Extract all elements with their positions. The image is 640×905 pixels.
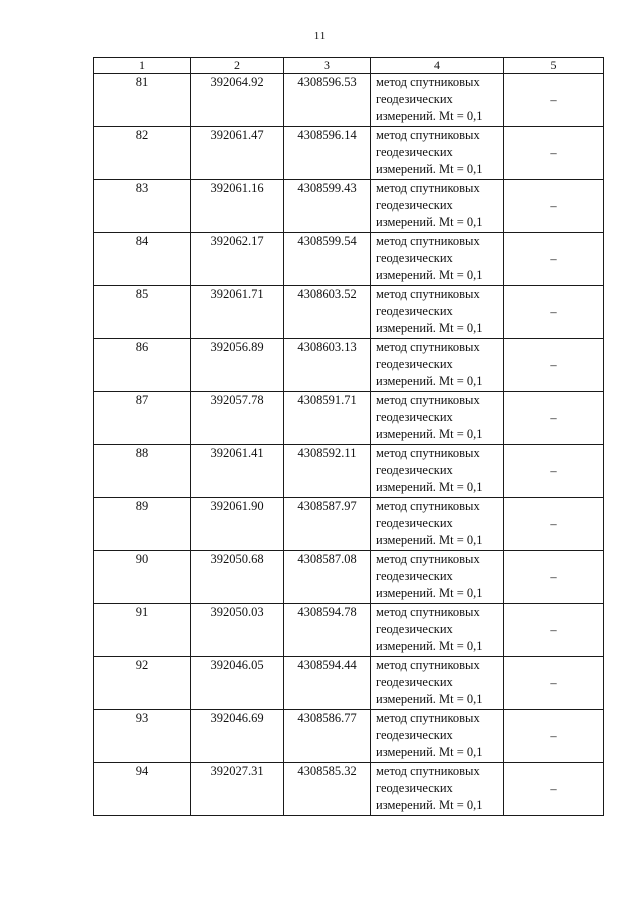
method-line: метод спутниковых [376, 446, 480, 460]
table-header-row [94, 58, 604, 74]
point-number: 92 [94, 657, 191, 710]
empty-value-dash: – [504, 763, 604, 816]
coordinate-x: 392027.31 [191, 763, 284, 816]
empty-value-dash: – [504, 657, 604, 710]
method-line: измерений. Mt = 0,1 [376, 268, 483, 282]
coordinate-y: 4308596.53 [284, 74, 371, 127]
method-line: метод спутниковых [376, 75, 480, 89]
table-row [94, 286, 604, 339]
method-description [371, 233, 504, 286]
empty-value-dash: – [504, 127, 604, 180]
header-col-1: 1 [94, 58, 191, 74]
empty-value-dash: – [504, 286, 604, 339]
method-line: геодезических [376, 304, 453, 318]
method-line: геодезических [376, 410, 453, 424]
method-description [371, 498, 504, 551]
method-line: измерений. Mt = 0,1 [376, 745, 483, 759]
coordinate-x: 392057.78 [191, 392, 284, 445]
coordinate-y: 4308599.54 [284, 233, 371, 286]
method-line: геодезических [376, 357, 453, 371]
method-line: измерений. Mt = 0,1 [376, 109, 483, 123]
table-row [94, 74, 604, 127]
method-description [371, 180, 504, 233]
coordinate-x: 392050.68 [191, 551, 284, 604]
empty-value-dash: – [504, 180, 604, 233]
point-number: 85 [94, 286, 191, 339]
method-line: измерений. Mt = 0,1 [376, 215, 483, 229]
method-line: геодезических [376, 463, 453, 477]
method-line: геодезических [376, 675, 453, 689]
table-row [94, 710, 604, 763]
method-line: геодезических [376, 198, 453, 212]
coordinate-x: 392046.69 [191, 710, 284, 763]
coordinate-y: 4308587.97 [284, 498, 371, 551]
coordinate-x: 392050.03 [191, 604, 284, 657]
point-number: 93 [94, 710, 191, 763]
empty-value-dash: – [504, 445, 604, 498]
point-number: 90 [94, 551, 191, 604]
method-description [371, 445, 504, 498]
coordinate-x: 392061.41 [191, 445, 284, 498]
point-number: 86 [94, 339, 191, 392]
table-row [94, 763, 604, 816]
coordinate-y: 4308592.11 [284, 445, 371, 498]
coordinates-table [93, 57, 604, 816]
coordinate-y: 4308591.71 [284, 392, 371, 445]
method-line: геодезических [376, 145, 453, 159]
coordinate-x: 392061.71 [191, 286, 284, 339]
header-col-3: 3 [284, 58, 371, 74]
method-line: измерений. Mt = 0,1 [376, 374, 483, 388]
method-line: метод спутниковых [376, 552, 480, 566]
method-description [371, 604, 504, 657]
point-number: 91 [94, 604, 191, 657]
method-description [371, 127, 504, 180]
method-line: геодезических [376, 516, 453, 530]
method-description [371, 392, 504, 445]
method-line: измерений. Mt = 0,1 [376, 798, 483, 812]
empty-value-dash: – [504, 392, 604, 445]
method-description [371, 339, 504, 392]
method-description [371, 551, 504, 604]
page-number: 11 [313, 30, 327, 42]
coordinate-y: 4308594.44 [284, 657, 371, 710]
method-line: метод спутниковых [376, 605, 480, 619]
method-line: метод спутниковых [376, 234, 480, 248]
point-number: 84 [94, 233, 191, 286]
method-line: геодезических [376, 92, 453, 106]
coordinate-x: 392061.47 [191, 127, 284, 180]
method-line: измерений. Mt = 0,1 [376, 321, 483, 335]
table-row [94, 180, 604, 233]
coordinate-x: 392064.92 [191, 74, 284, 127]
method-line: измерений. Mt = 0,1 [376, 639, 483, 653]
table-row [94, 551, 604, 604]
method-line: метод спутниковых [376, 340, 480, 354]
method-description [371, 286, 504, 339]
method-line: метод спутниковых [376, 287, 480, 301]
method-line: геодезических [376, 569, 453, 583]
header-col-5: 5 [504, 58, 604, 74]
method-line: измерений. Mt = 0,1 [376, 586, 483, 600]
coordinate-y: 4308585.32 [284, 763, 371, 816]
coordinate-y: 4308594.78 [284, 604, 371, 657]
empty-value-dash: – [504, 339, 604, 392]
method-line: метод спутниковых [376, 764, 480, 778]
method-line: геодезических [376, 728, 453, 742]
method-description [371, 657, 504, 710]
coordinate-y: 4308596.14 [284, 127, 371, 180]
method-line: метод спутниковых [376, 181, 480, 195]
method-line: измерений. Mt = 0,1 [376, 692, 483, 706]
method-line: метод спутниковых [376, 499, 480, 513]
coordinate-x: 392061.90 [191, 498, 284, 551]
table-row [94, 498, 604, 551]
table-row [94, 657, 604, 710]
empty-value-dash: – [504, 604, 604, 657]
point-number: 89 [94, 498, 191, 551]
method-line: измерений. Mt = 0,1 [376, 427, 483, 441]
method-line: измерений. Mt = 0,1 [376, 533, 483, 547]
coordinate-y: 4308603.52 [284, 286, 371, 339]
method-line: метод спутниковых [376, 128, 480, 142]
coordinate-x: 392046.05 [191, 657, 284, 710]
table-row [94, 339, 604, 392]
coordinate-y: 4308586.77 [284, 710, 371, 763]
point-number: 87 [94, 392, 191, 445]
method-line: измерений. Mt = 0,1 [376, 162, 483, 176]
coordinate-y: 4308603.13 [284, 339, 371, 392]
point-number: 88 [94, 445, 191, 498]
method-description [371, 763, 504, 816]
header-col-2: 2 [191, 58, 284, 74]
point-number: 94 [94, 763, 191, 816]
table-row [94, 233, 604, 286]
empty-value-dash: – [504, 74, 604, 127]
method-line: геодезических [376, 781, 453, 795]
coordinate-x: 392062.17 [191, 233, 284, 286]
method-line: метод спутниковых [376, 393, 480, 407]
method-line: метод спутниковых [376, 711, 480, 725]
method-line: геодезических [376, 251, 453, 265]
method-description [371, 710, 504, 763]
coordinate-x: 392061.16 [191, 180, 284, 233]
table-row [94, 392, 604, 445]
empty-value-dash: – [504, 498, 604, 551]
table-row [94, 445, 604, 498]
method-line: метод спутниковых [376, 658, 480, 672]
table-row [94, 604, 604, 657]
method-description [371, 74, 504, 127]
empty-value-dash: – [504, 233, 604, 286]
coordinate-y: 4308599.43 [284, 180, 371, 233]
coordinate-y: 4308587.08 [284, 551, 371, 604]
point-number: 83 [94, 180, 191, 233]
point-number: 82 [94, 127, 191, 180]
method-line: измерений. Mt = 0,1 [376, 480, 483, 494]
point-number: 81 [94, 74, 191, 127]
empty-value-dash: – [504, 551, 604, 604]
method-line: геодезических [376, 622, 453, 636]
coordinate-x: 392056.89 [191, 339, 284, 392]
empty-value-dash: – [504, 710, 604, 763]
header-col-4: 4 [371, 58, 504, 74]
table-row [94, 127, 604, 180]
